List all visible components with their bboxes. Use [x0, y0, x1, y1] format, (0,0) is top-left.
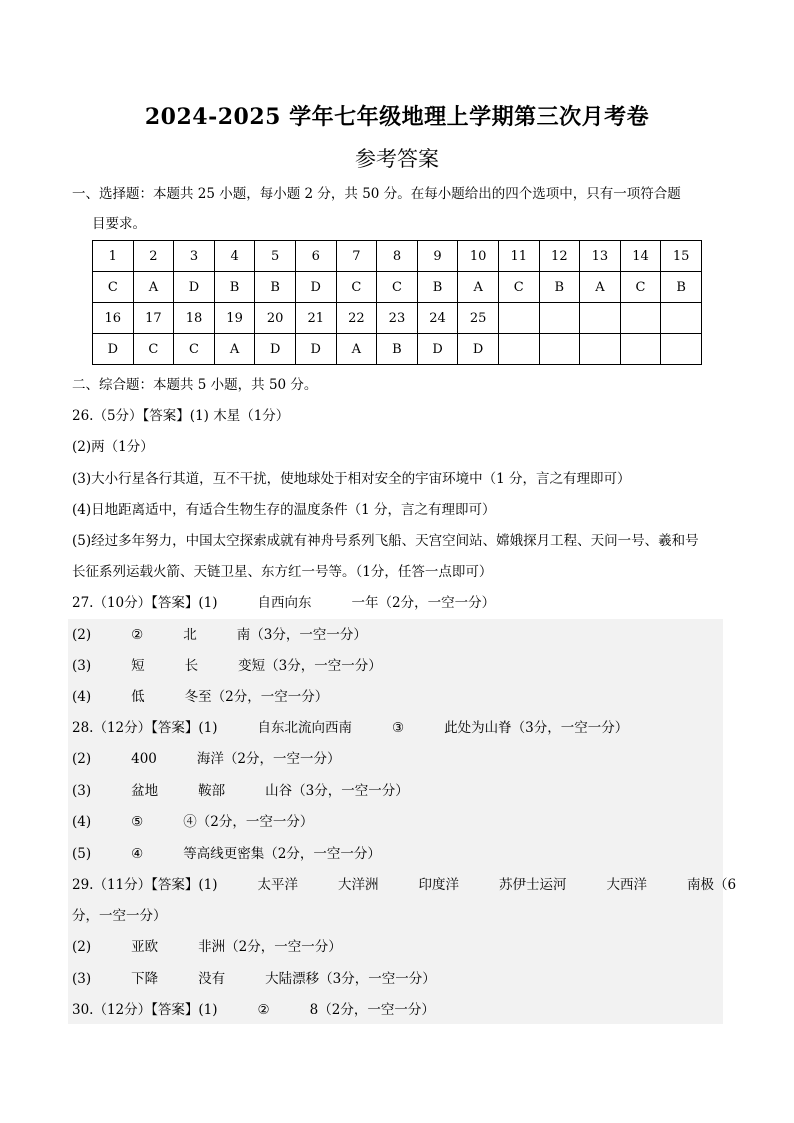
table-cell-answer: A: [580, 272, 621, 303]
q28-line1: [72, 719, 628, 737]
q30-answer-1a: ②: [257, 1002, 270, 1018]
q28-line4: [72, 813, 313, 831]
q29-line2: [72, 938, 342, 956]
table-cell-question-number: 24: [417, 303, 458, 334]
q28-answer-3b: 鞍部: [198, 783, 226, 799]
table-cell-answer: [620, 334, 661, 365]
q29-answer-1b: 大洋洲: [338, 877, 379, 893]
table-cell-answer: B: [377, 334, 418, 365]
table-cell-answer: A: [133, 272, 174, 303]
q28-label: 28.（12分）【答案】(1): [72, 720, 218, 736]
table-cell-answer: C: [620, 272, 661, 303]
q28-line5: [72, 845, 381, 863]
q28-answer-1c: 此处为山脊（3分，一空一分）: [444, 720, 629, 736]
q29-answer-2b: 非洲（2分，一空一分）: [198, 939, 342, 955]
q28-answer-1b: ③: [392, 720, 405, 736]
answer-table: [92, 240, 702, 365]
q29-answer-3b: 没有: [198, 971, 226, 987]
q29-answer-1d: 苏伊士运河: [499, 877, 567, 893]
table-cell-answer: D: [417, 334, 458, 365]
table-row-answers-1: [93, 272, 702, 303]
table-cell-answer: C: [336, 272, 377, 303]
table-cell-answer: [661, 334, 702, 365]
table-cell-question-number: 2: [133, 241, 174, 272]
q27-sub2-label: (2): [72, 627, 92, 643]
q27-answer-2a: ②: [131, 627, 144, 643]
table-cell-question-number: 21: [295, 303, 336, 334]
q28-answer-5a: ④: [131, 846, 144, 862]
q30-line1: [72, 1001, 435, 1019]
q29-line1-cont: 分，一空一分）: [72, 908, 167, 924]
table-cell-question-number: 9: [417, 241, 458, 272]
table-cell-answer: [539, 334, 580, 365]
q29-sub2-label: (2): [72, 939, 92, 955]
table-cell-question-number: [620, 303, 661, 334]
table-cell-answer: A: [458, 272, 499, 303]
table-cell-question-number: 7: [336, 241, 377, 272]
table-cell-answer: B: [661, 272, 702, 303]
table-cell-question-number: 18: [174, 303, 215, 334]
q29-answer-2a: 亚欧: [131, 939, 159, 955]
table-cell-answer: D: [295, 272, 336, 303]
page-subtitle: 参考答案: [355, 147, 439, 171]
q27-answer-4a: 低: [131, 689, 145, 705]
table-cell-answer: B: [417, 272, 458, 303]
table-cell-question-number: 14: [620, 241, 661, 272]
table-cell-answer: [580, 334, 621, 365]
q29-answer-1f: 南极（6: [687, 877, 737, 893]
q28-answer-3c: 山谷（3分，一空一分）: [265, 783, 409, 799]
q28-answer-3a: 盆地: [131, 783, 159, 799]
table-cell-question-number: 17: [133, 303, 174, 334]
table-cell-question-number: 15: [661, 241, 702, 272]
q27-answer-3a: 短: [131, 658, 145, 674]
q28-answer-4b: ④（2分，一空一分）: [183, 814, 314, 830]
table-cell-answer: C: [133, 334, 174, 365]
section1-instructions-line2: 目要求。: [92, 216, 146, 232]
q28-sub4-label: (4): [72, 814, 92, 830]
table-cell-question-number: [580, 303, 621, 334]
q28-sub5-label: (5): [72, 846, 92, 862]
table-cell-answer: C: [498, 272, 539, 303]
table-cell-question-number: 12: [539, 241, 580, 272]
q27-line2: [72, 626, 367, 644]
table-cell-question-number: 22: [336, 303, 377, 334]
q29-answer-3a: 下降: [131, 971, 159, 987]
q27-sub3-label: (3): [72, 658, 92, 674]
table-cell-question-number: 16: [93, 303, 134, 334]
q27-answer-3c: 变短（3分，一空一分）: [238, 658, 382, 674]
q26-line6: 长征系列运载火箭、天链卫星、东方红一号等。（1分，任答一点即可）: [72, 564, 493, 580]
q29-label: 29.（11分）【答案】(1): [72, 877, 218, 893]
q26-line5: (5)经过多年努力，中国太空探索成就有神舟号系列飞船、天宫空间站、嫦娥探月工程、天问一号、羲和号: [72, 533, 699, 549]
q29-line3: [72, 970, 436, 988]
table-cell-answer: B: [255, 272, 296, 303]
q27-answer-1b: 一年（2分，一空一分）: [351, 595, 496, 611]
table-cell-answer: C: [174, 334, 215, 365]
table-cell-answer: D: [174, 272, 215, 303]
q27-line4: [72, 688, 328, 706]
table-cell-answer: C: [93, 272, 134, 303]
q27-answer-3b: 长: [184, 658, 199, 674]
q26-line4: (4)日地距离适中，有适合生物生存的温度条件（1 分，言之有理即可）: [72, 502, 496, 518]
table-cell-answer: D: [295, 334, 336, 365]
q28-answer-2b: 海洋（2分，一空一分）: [196, 751, 341, 767]
table-cell-question-number: 1: [93, 241, 134, 272]
table-cell-answer: D: [93, 334, 134, 365]
q28-answer-2a: 400: [131, 751, 157, 767]
table-cell-question-number: 4: [214, 241, 255, 272]
table-cell-question-number: 3: [174, 241, 215, 272]
table-cell-answer: A: [336, 334, 377, 365]
table-cell-answer: B: [539, 272, 580, 303]
table-row-answers-2: [93, 334, 702, 365]
q27-line3: [72, 657, 382, 675]
table-cell-question-number: 6: [295, 241, 336, 272]
q27-answer-2c: 南（3分，一空一分）: [236, 627, 367, 643]
table-cell-question-number: [498, 303, 539, 334]
q27-label: 27.（10分）【答案】(1): [72, 595, 218, 611]
table-cell-question-number: 13: [580, 241, 621, 272]
q27-answer-2b: 北: [183, 627, 197, 643]
q26-line3: (3)大小行星各行其道，互不干扰，使地球处于相对安全的宇宙环境中（1 分，言之有理即可）: [72, 471, 631, 487]
table-cell-question-number: [661, 303, 702, 334]
q30-answer-1b: 8（2分，一空一分）: [309, 1002, 435, 1018]
table-cell-answer: B: [214, 272, 255, 303]
q29-answer-1c: 印度洋: [418, 877, 460, 893]
q27-answer-1a: 自西向东: [257, 595, 312, 611]
q30-label: 30.（12分）【答案】(1): [72, 1002, 218, 1018]
q26-line1: 26.（5分）【答案】(1) 木星（1分）: [72, 408, 290, 424]
table-cell-answer: D: [255, 334, 296, 365]
table-cell-question-number: 10: [458, 241, 499, 272]
section1-instructions-line1: 一、选择题：本题共 25 小题，每小题 2 分，共 50 分。在每小题给出的四个选项中，只有一项符合题: [72, 186, 681, 202]
table-cell-answer: A: [214, 334, 255, 365]
q28-answer-4a: ⑤: [131, 814, 144, 830]
table-cell-question-number: 23: [377, 303, 418, 334]
q29-sub3-label: (3): [72, 971, 92, 987]
table-cell-answer: D: [458, 334, 499, 365]
table-cell-question-number: 11: [498, 241, 539, 272]
section2-heading: 二、综合题：本题共 5 小题，共 50 分。: [72, 377, 318, 393]
page-title: 2024-2025 学年七年级地理上学期第三次月考卷: [144, 104, 650, 130]
table-cell-question-number: 25: [458, 303, 499, 334]
q26-line2: (2)两（1分）: [72, 439, 154, 455]
table-row-numbers-2: [93, 303, 702, 334]
q28-answer-5b: 等高线更密集（2分，一空一分）: [183, 846, 381, 862]
table-cell-answer: [498, 334, 539, 365]
table-cell-answer: C: [377, 272, 418, 303]
q29-line1: [72, 876, 736, 894]
q28-sub3-label: (3): [72, 783, 92, 799]
q29-answer-3c: 大陆漂移（3分，一空一分）: [265, 971, 436, 987]
q29-answer-1e: 大西洋: [606, 877, 648, 893]
q27-answer-4b: 冬至（2分，一空一分）: [184, 689, 329, 705]
q29-answer-1a: 太平洋: [257, 877, 299, 893]
table-cell-question-number: 8: [377, 241, 418, 272]
table-cell-question-number: 19: [214, 303, 255, 334]
q28-sub2-label: (2): [72, 751, 92, 767]
q27-sub4-label: (4): [72, 689, 92, 705]
table-cell-question-number: 20: [255, 303, 296, 334]
table-row-numbers-1: [93, 241, 702, 272]
q28-line3: [72, 782, 409, 800]
table-cell-question-number: 5: [255, 241, 296, 272]
q27-line1: [72, 594, 495, 612]
q28-answer-1a: 自东北流向西南: [257, 720, 353, 736]
q28-line2: [72, 750, 341, 768]
table-cell-question-number: [539, 303, 580, 334]
